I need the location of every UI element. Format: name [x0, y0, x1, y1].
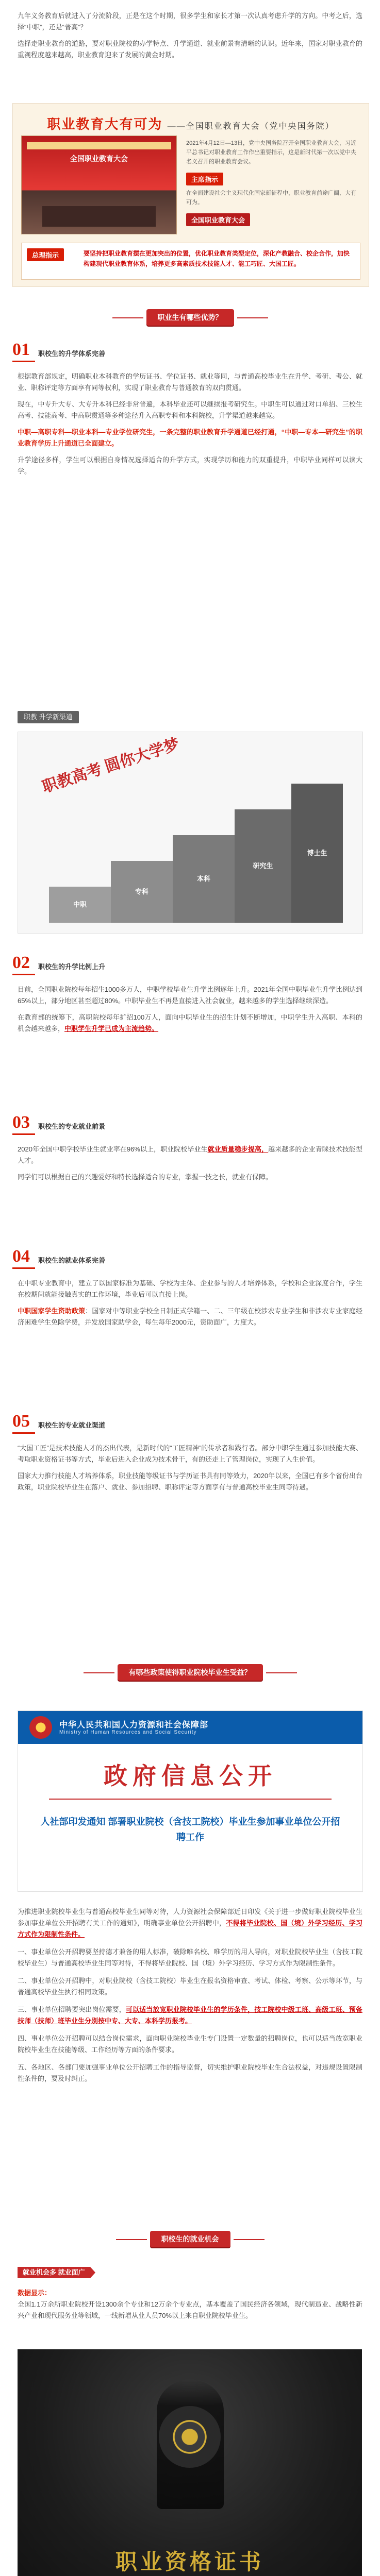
section-4-paragraph-1: 在中职专业教育中，建立了以国家标准为基础、学校为主体、企业参与的人才培养体系，学校和企业深度合作，学生在校期间就能接触真实的工作环境，毕业后可以直接上岗。 [18, 1279, 362, 1298]
section-number: 03 [12, 1113, 35, 1135]
section-number: 02 [12, 953, 35, 975]
section-ribbon-advantages: 职业生有哪些优势？ [146, 309, 234, 326]
national-emblem-icon [29, 1716, 52, 1739]
section-4-paragraph-2: 中职国家学生资助政策：国家对中等职业学校全日制正式学籍一、二、三年级在校涉农专业学生和非涉农专业家庭经济困难学生免除学费，并发放国家助学金，每生每年2000元，资助面广，力度大。 [18, 1307, 362, 1326]
hero-title: 职业教育大有可为 ——全国职业教育大会（党中央国务院） [47, 116, 335, 132]
policy-item-4: 四、事业单位公开招聘可以结合岗位需求，面向职业院校毕业生专门设置一定数量的招聘岗位，也可以适当放宽职业院校毕业生在技能等级、工作经历等方面的条件要求。 [18, 2035, 362, 2054]
policy-intro: 为推进职业院校毕业生与普通高校毕业生同等对待，人力资源社会保障部近日印发《关于进一步做好职业院校毕业生参加事业单位公开招聘有关工作的通知》，明确事业单位公开招聘中，不得将毕业院校、国（境）外学习经历、学习方式作为限制性条件。 [18, 1908, 362, 1938]
podium [42, 206, 156, 227]
speech-text: 在全面建设社会主义现代化国家新征程中，职业教育前途广阔、大有可为。 [186, 190, 356, 206]
section-3-paragraph-2: 同学们可以根据自己的兴趣爱好和特长选择适合的专业，掌握一技之长，就业有保障。 [18, 1173, 273, 1181]
meeting-tag: 全国职业教育大会 [186, 213, 250, 226]
hero-info [186, 135, 359, 226]
speech-tag: 主席指示 [186, 173, 223, 185]
section-title: 职校生的就业体系完善 [38, 1257, 106, 1264]
step-undergraduate: 本科 [173, 835, 235, 923]
hero-title-sub: ——全国职业教育大会（党中央国务院） [167, 122, 335, 131]
section-1-paragraph-4: 升学途径多样，学生可以根据自身情况选择适合的升学方式，实现学历和能力的双重提升，中职毕业同样可以读大学。 [18, 456, 362, 475]
certificate-text: 职业资格证书 [115, 2551, 264, 2574]
stairs-sign: 职教高考 圆你大学梦 [40, 735, 181, 796]
gov-header-bar [18, 1711, 362, 1744]
emblem-icon [159, 2406, 221, 2468]
section-1-highlight: 中职—高职专科—职业本科—专业学位研究生，一条完整的职业教育升学通道已经打通，“中职—专本—研究生”的职业教育学历上升通道已全面建立。 [18, 428, 362, 447]
section-5-paragraph-1: 国家大力推行技能人才培养体系，职业技能等级证书与学历证书具有同等效力，2020年以来，全国已有多个省份出台政策，职业院校毕业生在落户、就业、参加招聘、职称评定等方面享有与普通高校毕业生同等待遇。 [18, 1472, 362, 1491]
conference-caption: 全国职业教育大会 [70, 155, 128, 163]
step-secondary-vocational: 中职 [49, 887, 111, 923]
employment-data-text: 全国1.1万余所职业院校开设1300余个专业和12万余个专业点，基本覆盖了国民经济各领域，现代制造业、战略性新兴产业和现代服务业等领域，一线新增从业人员70%以上来自职业院校毕业生。 [18, 2300, 362, 2319]
section-1-paragraph-2: 现在，中专升大专、大专升本科已经非常普遍，本科毕业还可以继续报考研究生。中职生可以通过对口单招、三校生高考、技能高考、中高职贯通等多种途径升入高职专科和本科院校，升学渠道越来越宽。 [18, 400, 362, 419]
intro-paragraph-1: 九年义务教育后就进入了分流阶段，正是在这个时期，很多学生和家长才第一次认真考虑升学的方向。中考之后，选择“中职”，还是“普高”？ [18, 12, 362, 31]
gov-subtitle: 人社部印发通知 部署职业院校（含技工院校）毕业生参加事业单位公开招聘工作 [40, 1817, 340, 1842]
section-number: 01 [12, 340, 35, 362]
section-title: 职校生的升学比例上升 [38, 963, 106, 971]
gov-big-title: 政府信息公开 [104, 1763, 277, 1789]
step-graduate: 研究生 [235, 809, 291, 923]
policy-item-3: 三、事业单位招聘要突出岗位需要，可以适当放宽职业院校毕业生的学历条件，技工院校中级工班、高级工班、预备技师（技师）班毕业生分别按中专、大专、本科学历报考。 [18, 2006, 362, 2025]
certificate-image [18, 2349, 362, 2576]
education-stairs-diagram [18, 732, 363, 934]
section-number: 04 [12, 1247, 35, 1269]
section-title: 职校生的升学体系完善 [38, 350, 106, 358]
hero-date-text: 2021年4月12日—13日，党中央国务院召开全国职业教育大会，习近平总书记对职业教育工作作出重要指示，这是新时代第一次以党中央名义召开的职业教育会议。 [186, 140, 357, 165]
gov-org-english: Ministry of Human Resources and Social Security [59, 1730, 197, 1735]
policy-item-2: 二、事业单位公开招聘中，对职业院校（含技工院校）毕业生在报名资格审查、考试、体检、考察、公示等环节，与普通高校毕业生执行相同政策。 [18, 1977, 362, 1996]
intro-paragraph-2: 选择走职业教育的道路，要对职业院校的办学特点、升学通道、就业前景有清晰的认识。近年来，国家对职业教育的重视程度越来越高，职业教育迎来了发展的黄金时期。 [18, 40, 362, 59]
premier-quote [21, 243, 360, 280]
section-ribbon-employment: 职校生的就业机会 [150, 2231, 230, 2247]
conference-banner [27, 142, 171, 149]
section-title: 职校生的专业就业前景 [38, 1123, 106, 1130]
section-3-paragraph-1: 2020年全国中职学校毕业生就业率在96%以上，职业院校毕业生就业质量稳步提高，越来越多的企业青睐技术技能型人才。 [18, 1145, 362, 1164]
section-title: 职校生的专业就业渠道 [38, 1421, 106, 1429]
section-1-pill: 职教 升学新渠道 [18, 711, 79, 723]
policy-item-5: 五、各地区、各部门要加强事业单位公开招聘工作的指导监督，切实维护职业院校毕业生合法权益，对违规设置限制性条件的，要及时纠正。 [18, 2063, 362, 2082]
section-2-paragraph-2: 在教育部的统筹下，高职院校每年扩招100万人，面向中职毕业生的招生计划不断增加，中职学生升入高职、本科的机会越来越多，中职学生升学已成为主流趋势。 [18, 1013, 362, 1032]
quote-text: 要坚持把职业教育摆在更加突出的位置，优化职业教育类型定位，深化产教融合、校企合作，加快构建现代职业教育体系，培养更多高素质技术技能人才、能工巧匠、大国工匠。 [84, 250, 350, 267]
gov-org-name: 中华人民共和国人力资源和社会保障部 [59, 1721, 209, 1730]
employment-subheader-1: 就业机会多 就业面广 [18, 2267, 90, 2278]
policy-item-1: 一、事业单位公开招聘要坚持德才兼备的用人标准，破除唯名校、唯学历的用人导向，对职业院校毕业生（含技工院校毕业生）与普通高校毕业生同等对待，不得将毕业院校、国（境）外学习经历、学习方式作为限制性条件。 [18, 1948, 362, 1967]
employment-data-label: 数据显示： [18, 2289, 52, 2297]
gov-announcement-image [18, 1710, 363, 1892]
hero-banner [12, 103, 369, 287]
section-5-quote: “大国工匠”是技术技能人才的杰出代表，是新时代的“工匠精神”的传承者和践行者。部分中职学生通过参加技能大赛、考取职业资格证书等方式，毕业后进入企业成为技术骨干，有的还走上了管理岗位，实现了人生价值。 [18, 1444, 362, 1463]
section-number: 05 [12, 1412, 35, 1434]
section-ribbon-policies: 有哪些政策使得职业院校毕业生受益？ [118, 1664, 263, 1681]
step-junior-college: 专科 [111, 861, 173, 923]
section-2-paragraph-1: 目前，全国职业院校每年招生1000多万人，中职学校毕业生升学比例逐年上升。2021年全国中职毕业生升学比例达到65%以上，部分地区甚至超过80%。中职毕业生不再是直接进入社会就业，越来越多的学生选择继续深造。 [18, 986, 362, 1005]
quote-tag: 总理指示 [27, 248, 64, 261]
step-doctorate: 博士生 [291, 784, 343, 923]
gov-divider [49, 1799, 332, 1800]
conference-photo [21, 135, 177, 234]
section-1-paragraph-1: 根据教育部规定，明确职业本科教育的学历证书、学位证书、就业等同，与普通高校毕业生在升学、考研、考公、就业、职称评定等方面享有同等权利，实现了职业教育与普通教育的双向贯通。 [18, 372, 362, 392]
